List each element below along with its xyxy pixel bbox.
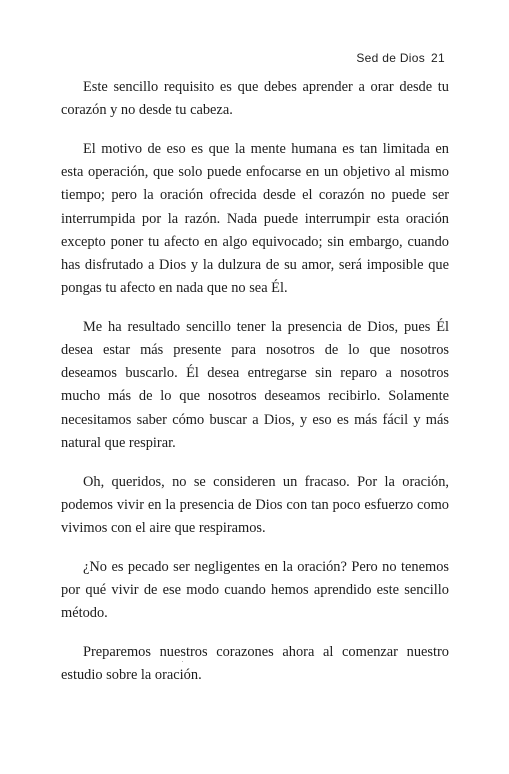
page-number: 21	[431, 51, 445, 65]
body-text	[61, 76, 449, 703]
running-head	[356, 51, 445, 65]
paragraph-1: Este sencillo requisito es que debes aprender a orar desde tu corazón y no desde tu cabeza.	[61, 79, 449, 119]
scan-speck	[182, 661, 183, 662]
paragraph-2: El motivo de eso es que la mente humana es tan limitada en esta operación, que solo puede enfocarse en un objetivo al mismo tiempo; pero la oración ofrecida desde el corazón no puede ser interrumpida por la razón. Nada puede interrumpir esta oración excepto poner tu afecto en algo equivocado; sin embargo, cuando has disfrutado a Dios y la dulzura de su amor, será imposible que pongas tu afecto en nada que no sea Él.	[61, 140, 449, 297]
book-title: Sed de Dios	[356, 51, 426, 65]
paragraph-3: Me ha resultado sencillo tener la presencia de Dios, pues Él desea estar más presente para nosotros de lo que nosotros deseamos buscarlo. Él desea entregarse sin reparo a nosotros mucho más de lo que nosotros deseamos recibirlo. Solamente necesitamos saber cómo buscar a Dios, y eso es más fácil y más natural que respirar.	[61, 318, 449, 451]
paragraph-4: Oh, queridos, no se consideren un fracaso. Por la oración, podemos vivir en la presencia de Dios con tan poco esfuerzo como vivimos con el aire que respiramos.	[61, 473, 449, 536]
paragraph-5: ¿No es pecado ser negligentes en la oración? Pero no tenemos por qué vivir de ese modo cuando hemos aprendido este sencillo método.	[61, 558, 449, 622]
paragraph-6: Preparemos nuestros corazones ahora al comenzar nuestro estudio sobre la oración.	[61, 643, 449, 683]
